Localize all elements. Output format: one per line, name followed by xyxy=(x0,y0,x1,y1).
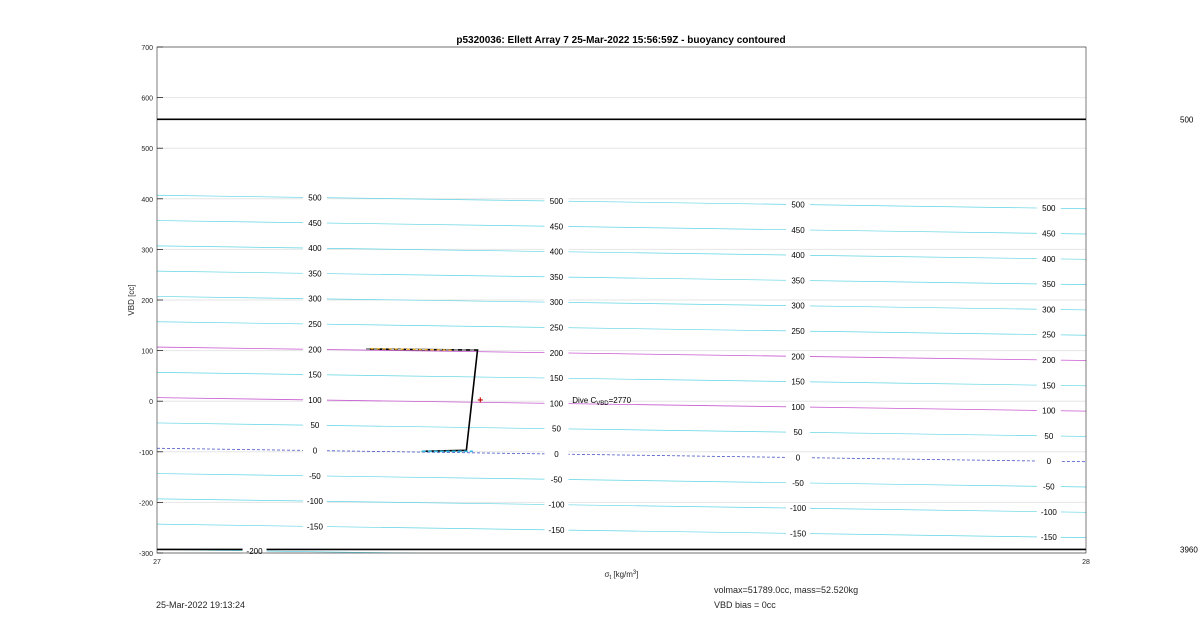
contour-label: 400 xyxy=(791,251,805,261)
contour-label: 450 xyxy=(549,222,564,232)
contour-label: 400 xyxy=(1042,254,1056,264)
contour-label: 250 xyxy=(549,323,564,333)
contour-label: -100 xyxy=(548,500,565,510)
contour-label: 0 xyxy=(312,446,318,456)
contour-label: 500 xyxy=(308,193,322,203)
contour-label: 350 xyxy=(549,272,564,282)
contour-label: 300 xyxy=(308,294,322,304)
contour-label: 250 xyxy=(1042,330,1056,340)
contour-label: 350 xyxy=(791,276,805,286)
contour-label: 100 xyxy=(791,402,805,412)
y-tick-label: 0 xyxy=(149,399,153,407)
reference-line-label: 3960 xyxy=(1180,545,1198,555)
contour-line xyxy=(157,246,1086,259)
dive-cvbd-annotation: Dive $C_{VBD}=2770$ xyxy=(572,396,632,408)
contour-label: 350 xyxy=(308,269,322,279)
contour-label: 200 xyxy=(549,348,564,358)
contour-label: 0 xyxy=(795,453,801,463)
contour-label: 400 xyxy=(549,247,564,257)
reference-line-label: 500 xyxy=(1180,115,1194,125)
contour-label: 500 xyxy=(549,197,564,207)
contour-label: 450 xyxy=(791,225,805,235)
contour-label: 100 xyxy=(1042,406,1056,416)
contour-label: -150 xyxy=(306,522,323,532)
dive-path xyxy=(366,349,477,451)
contour-label: -150 xyxy=(548,525,565,535)
data-layer xyxy=(157,119,1086,563)
contour-label: 50 xyxy=(793,428,803,438)
vbd-bias-note: VBD bias = 0cc xyxy=(714,600,776,610)
chart-title: p5320036: Ellett Array 7 25-Mar-2022 15:56:59Z - buoyancy contoured xyxy=(456,35,786,46)
contour-label: -150 xyxy=(790,529,807,539)
y-tick-label: -300 xyxy=(138,551,153,558)
x-axis-label: $\sigma_t$ $[kg/m^3]$ xyxy=(604,570,639,581)
dive-marker: + xyxy=(477,395,484,407)
grid-layer xyxy=(157,47,1086,553)
contour-label: -50 xyxy=(1043,482,1055,492)
y-axis-label: VBD [cc] xyxy=(127,284,136,316)
y-tick-label: 600 xyxy=(141,95,153,103)
y-tick-label: 500 xyxy=(141,146,153,154)
y-tick-label: 200 xyxy=(141,298,153,305)
contour-label: 100 xyxy=(549,399,564,409)
contour-line xyxy=(157,347,1086,360)
y-tick-label: 700 xyxy=(141,45,153,52)
contour-label: 100 xyxy=(308,395,322,405)
contour-label: 0 xyxy=(554,450,559,460)
y-tick-label: 100 xyxy=(141,348,153,356)
contour-label: -100 xyxy=(790,504,807,514)
x-tick-label: 28 xyxy=(1082,559,1090,566)
contour-label: 0 xyxy=(1046,457,1052,467)
contour-label: 150 xyxy=(791,377,805,387)
contour-line xyxy=(157,218,1086,234)
contour-label: 50 xyxy=(1044,431,1054,441)
contour-label: 250 xyxy=(308,320,322,330)
contour-label: -50 xyxy=(550,475,563,485)
contour-label: 50 xyxy=(310,421,320,431)
contour-line xyxy=(157,546,1086,562)
print-timestamp: 25-Mar-2022 19:13:24 xyxy=(156,600,246,610)
contour-line xyxy=(157,499,1086,512)
contour-line xyxy=(157,524,1086,537)
contour-label: 300 xyxy=(791,301,805,311)
contour-label: 450 xyxy=(308,218,322,228)
contour-line xyxy=(157,296,1086,309)
contour-label: 150 xyxy=(549,374,564,384)
contour-label: 200 xyxy=(308,345,322,355)
contour-label: -50 xyxy=(309,471,321,481)
contour-label: 300 xyxy=(549,298,564,308)
contour-label: 500 xyxy=(1042,204,1056,214)
contour-line xyxy=(157,448,1086,461)
contour-label: 350 xyxy=(1042,280,1056,290)
contour-label: -100 xyxy=(1040,507,1057,517)
contour-label: 300 xyxy=(1042,305,1056,315)
contour-label: -150 xyxy=(1040,533,1057,543)
contour-line xyxy=(157,195,1086,208)
contour-line xyxy=(157,423,1086,436)
contour-label: 150 xyxy=(308,370,322,380)
annotation-layer xyxy=(243,115,1199,556)
contour-line xyxy=(157,271,1086,284)
contour-label: 400 xyxy=(308,244,322,254)
y-tick-label: -100 xyxy=(138,449,153,457)
contour-label: 50 xyxy=(552,424,561,434)
contour-label: 200 xyxy=(1042,355,1056,365)
x-tick-label: 27 xyxy=(153,559,161,566)
contour-label: -50 xyxy=(792,478,804,488)
y-tick-label: 400 xyxy=(141,196,153,204)
contour-line xyxy=(157,372,1086,385)
contour-label: -100 xyxy=(306,497,323,507)
y-tick-label: 300 xyxy=(141,247,153,255)
contour-label: 450 xyxy=(1042,229,1056,239)
contour-label: -200 xyxy=(246,546,263,556)
contour-label: 250 xyxy=(791,327,805,337)
contour-line xyxy=(157,471,1086,487)
contour-label: 500 xyxy=(791,200,805,210)
contour-line xyxy=(157,322,1086,335)
volmax-mass-note: volmax=51789.0cc, mass=52.520kg xyxy=(714,585,859,595)
y-tick-label: -200 xyxy=(138,500,153,508)
contour-label: 200 xyxy=(791,352,805,362)
contour-label: 150 xyxy=(1042,381,1056,391)
